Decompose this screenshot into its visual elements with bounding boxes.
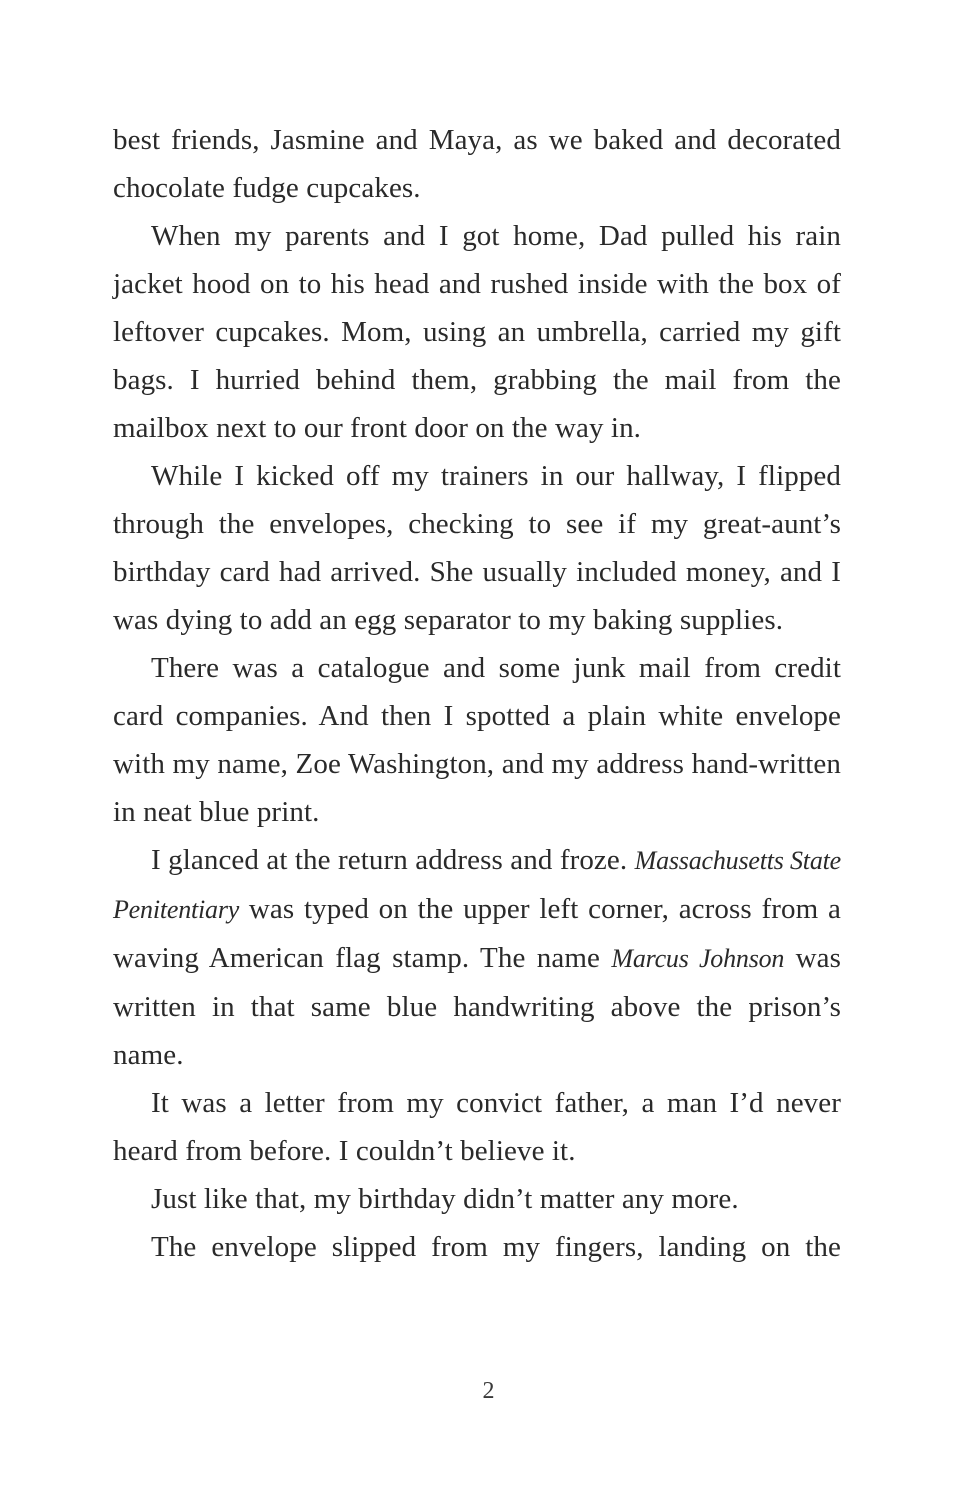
paragraph-8 xyxy=(113,1223,841,1271)
paragraph-7-text: Just like that, my birthday didn’t matter any more. xyxy=(151,1183,739,1215)
paragraph-5-text-a: I glanced at the return address and froze. xyxy=(151,844,635,876)
paragraph-3 xyxy=(113,452,841,644)
paragraph-4-text: There was a catalogue and some junk mail from credit card companies. And then I spotted a plain white envelope with my name, Zoe Washington, and my address hand-written in neat blue print. xyxy=(113,652,841,828)
sender-name-italic: Marcus Johnson xyxy=(611,944,785,973)
paragraph-5-text-c: was written in that same blue handwriting above the prison’s name. xyxy=(113,942,841,1071)
paragraph-4 xyxy=(113,644,841,836)
paragraph-8-text: The envelope slipped from my fingers, landing on the xyxy=(151,1231,841,1263)
paragraph-7 xyxy=(113,1175,841,1223)
paragraph-2-text: When my parents and I got home, Dad pulled his rain jacket hood on to his head and rushed inside with the box of leftover cupcakes. Mom, using an umbrella, carried my gift bags. I hurried behind them, grabbing the mail from the mailbox next to our front door on the way in. xyxy=(113,220,841,444)
paragraph-3-text: While I kicked off my trainers in our hallway, I flipped through the envelopes, checking to see if my great-aunt’s birthday card had arrived. She usually included money, and I was dying to add an egg separator to my baking supplies. xyxy=(113,460,841,636)
paragraph-6-text: It was a letter from my convict father, a man I’d never heard from before. I couldn’t believe it. xyxy=(113,1087,841,1167)
paragraph-2 xyxy=(113,212,841,452)
paragraph-5-text-b: was typed on the upper left corner, across from a waving American flag stamp. The name xyxy=(113,893,841,974)
paragraph-6 xyxy=(113,1079,841,1175)
paragraph-1 xyxy=(113,116,841,212)
prison-name-italic: Massachusetts State Penitentiary xyxy=(113,846,841,924)
paragraph-1-text: best friends, Jasmine and Maya, as we baked and decorated chocolate fudge cupcakes. xyxy=(113,124,841,204)
page-number: 2 xyxy=(482,1378,495,1404)
body-text xyxy=(113,116,841,1271)
paragraph-5 xyxy=(113,836,841,1079)
